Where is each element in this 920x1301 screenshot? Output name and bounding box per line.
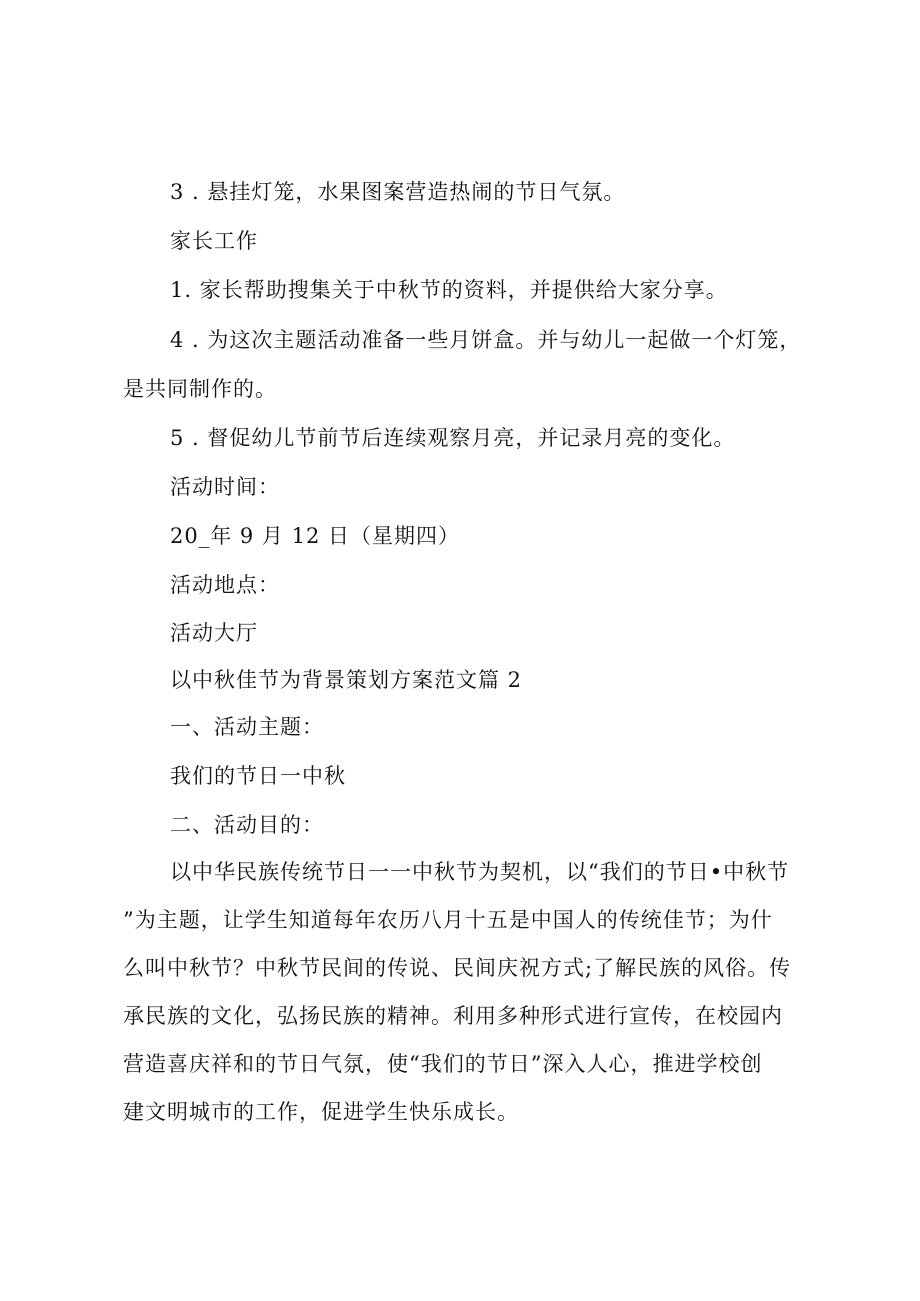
paragraph-purpose-line-6: 建文明城市的工作，促进学生快乐成长。 bbox=[123, 1100, 519, 1124]
article-title: 以中秋佳节为背景策划方案范文篇 2 bbox=[170, 668, 523, 692]
value-activity-theme: 我们的节日一中秋 bbox=[170, 764, 346, 788]
heading-activity-theme: 一、活动主题： bbox=[170, 715, 324, 739]
value-activity-location: 活动大厅 bbox=[170, 621, 258, 645]
list-item-collect-materials: 1. 家长帮助搜集关于中秋节的资料，并提供给大家分享。 bbox=[170, 278, 728, 302]
list-item-mooncake-boxes-continued: 是共同制作的。 bbox=[123, 377, 277, 401]
list-item-observe-moon: 5 . 督促幼儿节前节后连续观察月亮，并记录月亮的变化。 bbox=[170, 426, 736, 450]
paragraph-purpose-line-4: 承民族的文化，弘扬民族的精神。利用多种形式进行宣传，在校园内 bbox=[123, 1004, 783, 1028]
paragraph-purpose-line-5: 营造喜庆祥和的节日气氛，使“我们的节日”深入人心，推进学校创 bbox=[123, 1052, 763, 1076]
list-item-hang-lanterns: 3 . 悬挂灯笼，水果图案营造热闹的节日气氛。 bbox=[170, 180, 626, 204]
section-heading-parent-work: 家长工作 bbox=[170, 229, 258, 253]
list-item-mooncake-boxes: 4 . 为这次主题活动准备一些月饼盒。并与幼儿一起做一个灯笼， bbox=[170, 328, 802, 352]
paragraph-purpose-line-1: 以中华民族传统节日一一中秋节为契机，以“我们的节日•中秋节 bbox=[170, 860, 790, 884]
heading-activity-purpose: 二、活动目的： bbox=[170, 813, 324, 837]
label-activity-location: 活动地点： bbox=[170, 573, 280, 597]
value-activity-date: 20_年 9 月 12 日（星期四） bbox=[170, 524, 461, 548]
label-activity-time: 活动时间： bbox=[170, 475, 280, 499]
paragraph-purpose-line-3: 么叫中秋节？中秋节民间的传说、民间庆祝方式;了解民族的风俗。传 bbox=[123, 956, 792, 980]
paragraph-purpose-line-2: ”为主题，让学生知道每年农历八月十五是中国人的传统佳节；为什 bbox=[123, 908, 773, 932]
